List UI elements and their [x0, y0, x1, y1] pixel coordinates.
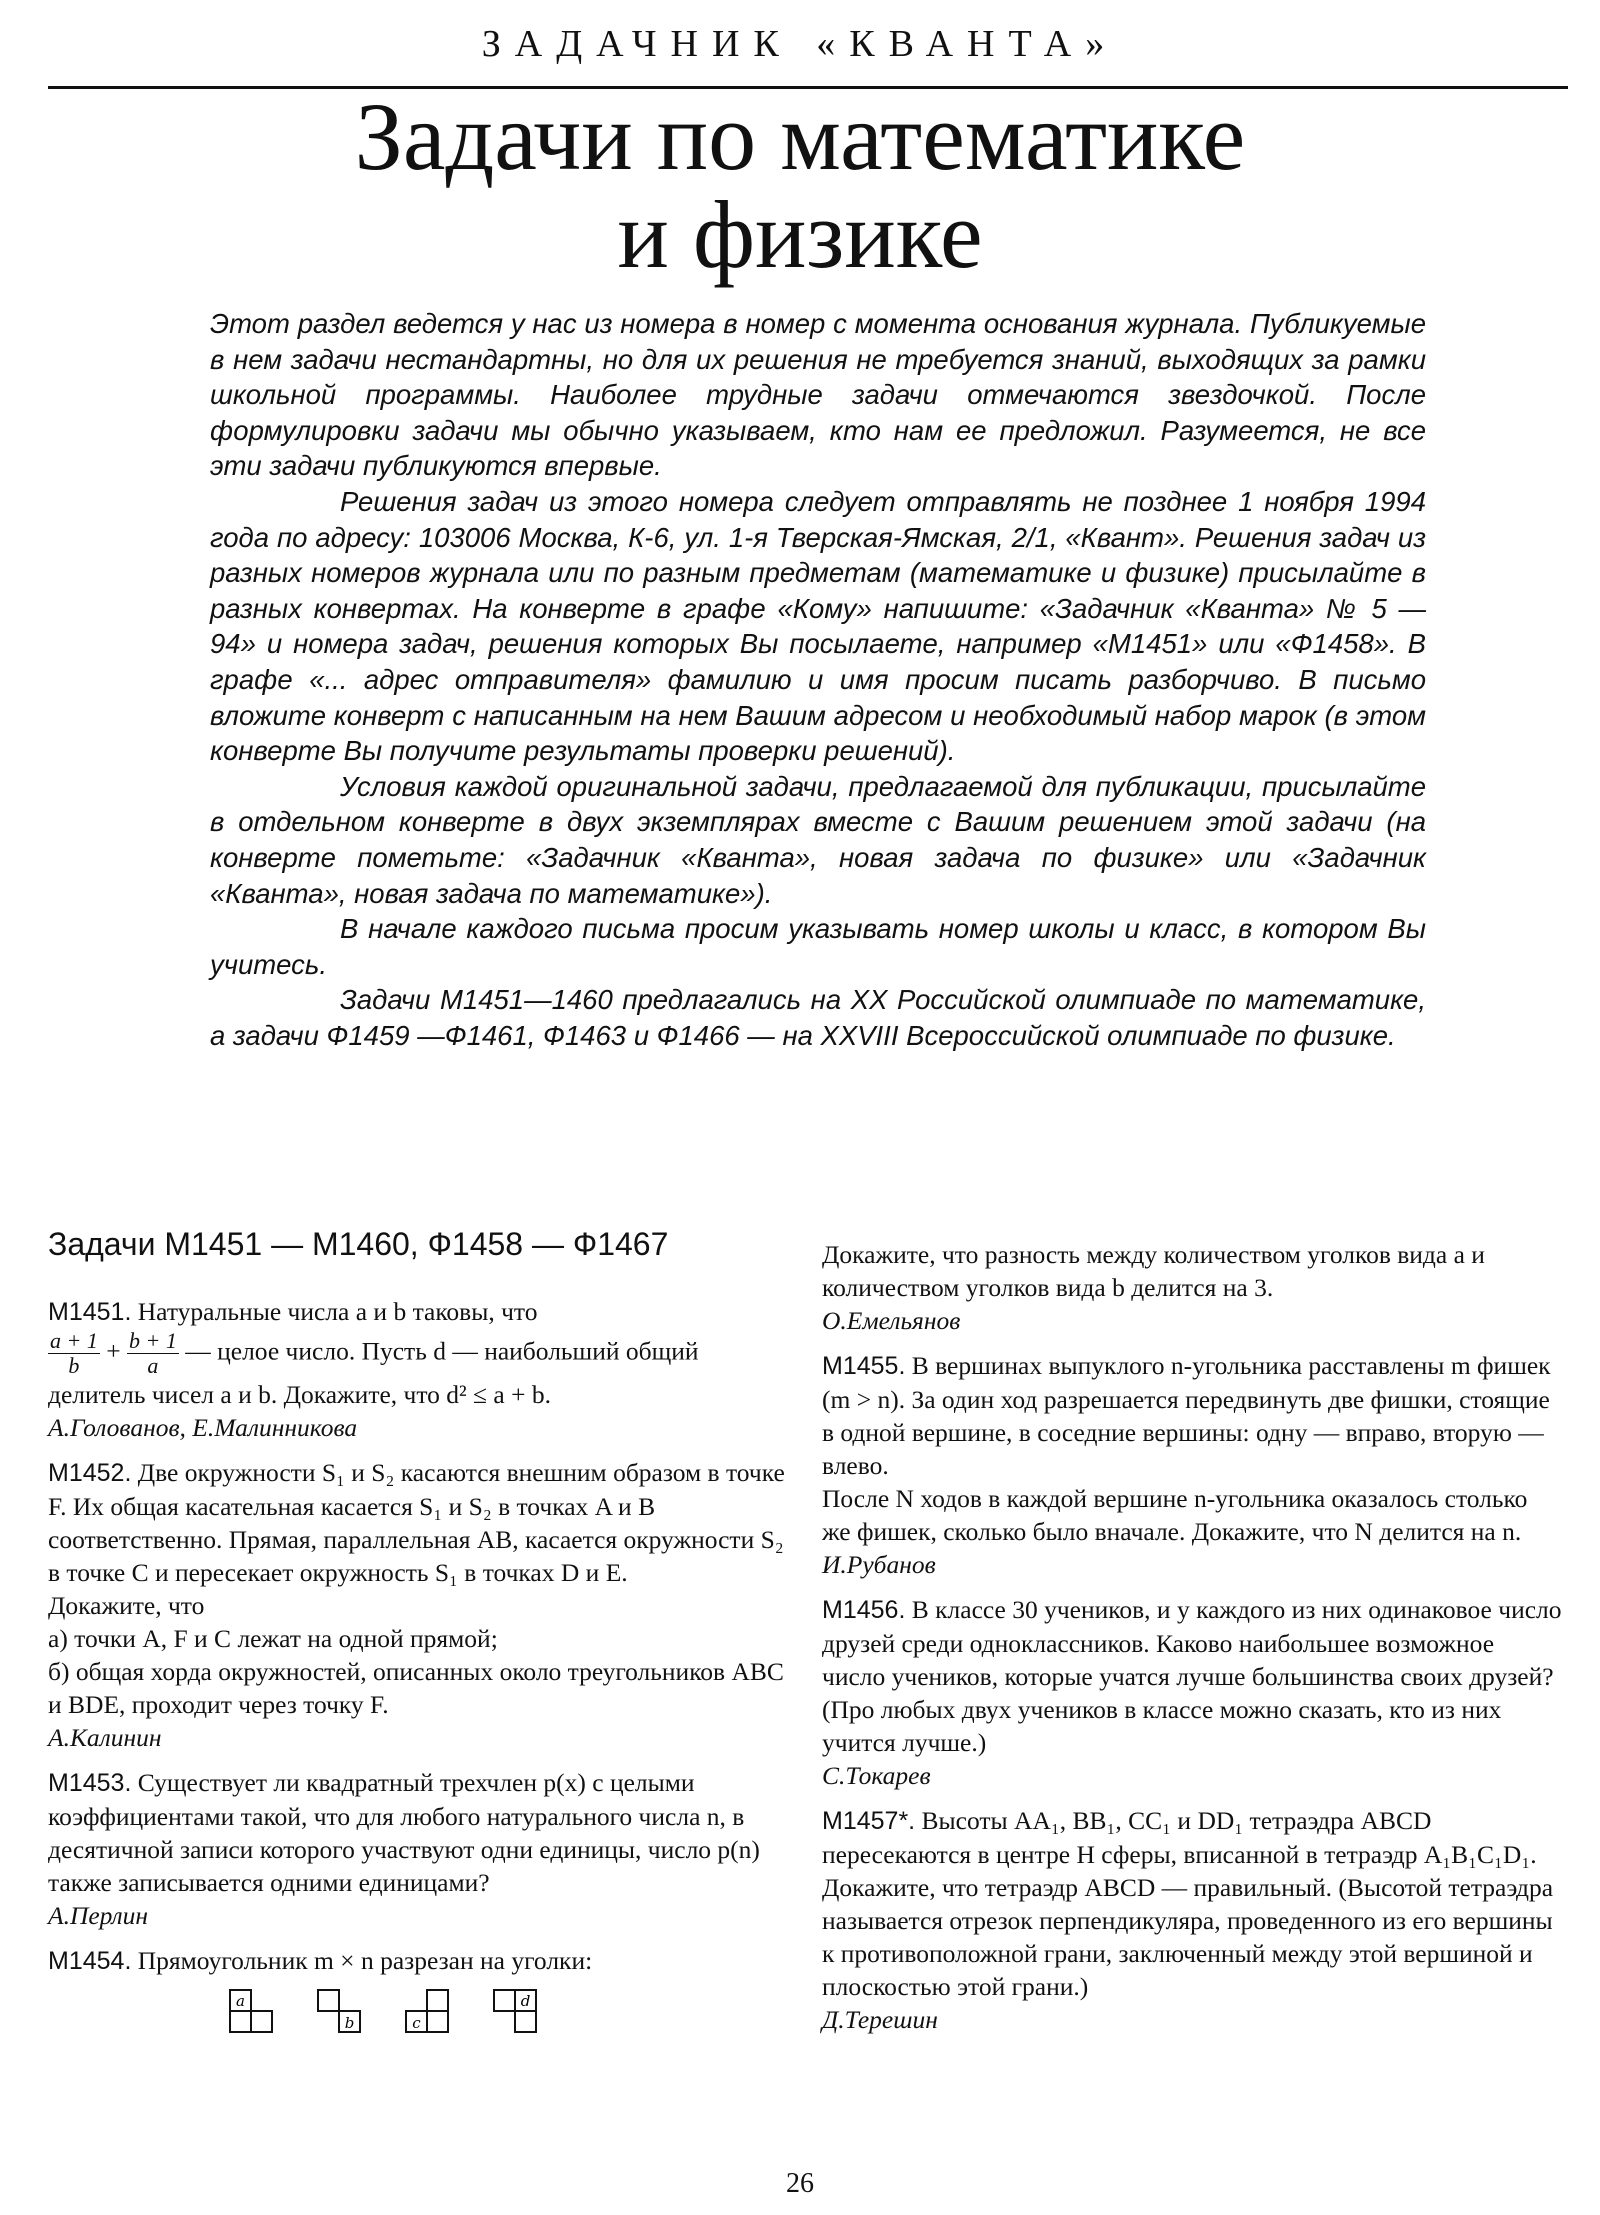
- problem-text: Высоты AA₁, BB₁, CC₁ и DD₁ тетраэдра ABCD пересекаются в центре H сферы, вписанной в тетраэдр A₁B₁C₁D₁. Докажите, что тетраэдр ABCD — правильный. (Высотой тетраэдра называется отрезок перпендикуляра, проведенного из его вершины к противоположной грани, заключенный между этой вершиной и плоскостью этой грани.): [822, 1806, 1554, 2001]
- problem-m1453: [48, 1766, 788, 1932]
- corner-tile-a-icon: [228, 1988, 274, 2034]
- problem-text: Натуральные числа a и b таковы, что: [137, 1297, 538, 1326]
- problem-part-b: б) общая хорда окружностей, описанных около треугольников ABC и BDE, проходит через точку F.: [48, 1657, 784, 1719]
- problem-id: М1457*.: [822, 1807, 916, 1835]
- intro-paragraph: В начале каждого письма просим указывать номер школы и класс, в котором Вы учитесь.: [210, 913, 1426, 980]
- problem-m1454-continued: [822, 1238, 1562, 1337]
- plus-sign: +: [106, 1336, 121, 1366]
- corner-tile-d-icon: [492, 1988, 538, 2034]
- corner-tiles: [228, 1988, 788, 2034]
- page-title-line-2: и физике: [617, 181, 983, 288]
- fraction-denominator: b: [68, 1353, 80, 1378]
- fraction: [48, 1329, 100, 1378]
- tile-label: b: [344, 2014, 355, 2032]
- fraction: [127, 1329, 179, 1378]
- problem-m1456: [822, 1593, 1562, 1792]
- problem-id: М1453.: [48, 1769, 132, 1797]
- section-label: ЗАДАЧНИК «КВАНТА»: [481, 23, 1119, 65]
- corner-tile-c-icon: [404, 1988, 450, 2034]
- problem-id: М1452.: [48, 1459, 132, 1487]
- problem-text: Существует ли квадратный трехчлен p(x) с целыми коэффициентами такой, что для любого натурального числа n, в десятичной записи которого участвуют одни единицы, число p(n) также записывается одними единицами?: [48, 1768, 760, 1897]
- problem-author: А.Калинин: [48, 1723, 162, 1752]
- problem-author: А.Голованов, Е.Малинникова: [48, 1413, 358, 1442]
- fraction-numerator: a + 1: [50, 1328, 98, 1353]
- problem-text: В классе 30 учеников, и у каждого из них одинаковое число друзей среди одноклассников. Каково наибольшее возможное число учеников, которые учатся лучше большинства своих друзей? (Про любых двух учеников в классе можно сказать, кто из них учится лучше.): [822, 1595, 1562, 1757]
- problem-author: И.Рубанов: [822, 1550, 936, 1579]
- tile-label: c: [412, 2014, 421, 2032]
- intro-paragraph: Решения задач из этого номера следует отправлять не позднее 1 ноября 1994 года по адресу: 103006 Москва, К-6, ул. 1-я Тверская-Ямская, 2/1, «Квант». Решения задач из разных номеров журнала или по разным предметам (математике и физике) присылайте в разных конвертах. На конверте в графе «Кому» напишите: «Задачник «Кванта» № 5 — 94» и номера задач, решения которых Вы посылаете, например «М1451» или «Ф1458». В графе «... адрес отправителя» фамилию и имя просим писать разборчиво. В письмо вложите конверт с написанным на нем Вашим адресом и необходимый набор марок (в этом конверте Вы получите результаты проверки решений).: [210, 485, 1426, 767]
- problem-m1454: [48, 1944, 788, 2034]
- intro-paragraph: Задачи М1451—1460 предлагались на XX Российской олимпиаде по математике, а задачи Ф1459 —Ф1461, Ф1463 и Ф1466 — на XXVIII Всероссийской олимпиаде по физике.: [210, 984, 1426, 1051]
- problem-id: М1454.: [48, 1947, 132, 1975]
- page-number: 26: [786, 2168, 814, 2199]
- problems-heading: Задачи М1451 — М1460, Ф1458 — Ф1467: [48, 1226, 669, 1262]
- problem-author: С.Токарев: [822, 1761, 931, 1790]
- problem-text: Докажите, что разность между количеством уголков вида a и количеством уголков вида b делится на 3.: [822, 1240, 1485, 1302]
- fraction-denominator: a: [147, 1353, 159, 1378]
- problem-m1452: [48, 1456, 788, 1754]
- problem-author: А.Перлин: [48, 1901, 148, 1930]
- problem-id: М1451.: [48, 1298, 132, 1326]
- left-column: [48, 1228, 788, 2046]
- problem-id: М1456.: [822, 1596, 906, 1624]
- intro-paragraph: Условия каждой оригинальной задачи, предлагаемой для публикации, присылайте в отдельном конверте в двух экземплярах вместе с Вашим решением этой задачи (на конверте пометьте: «Задачник «Кванта», новая задача по физике» или «Задачник «Кванта», новая задача по математике»).: [210, 770, 1426, 909]
- problem-m1457: [822, 1804, 1562, 2036]
- problem-m1455: [822, 1349, 1562, 1581]
- problem-author: Д.Терешин: [822, 2005, 938, 2034]
- problem-text: После N ходов в каждой вершине n-угольника оказалось столько же фишек, сколько было вначале. Докажите, что N делится на n.: [822, 1484, 1528, 1546]
- tile-label: d: [520, 1992, 531, 2010]
- page-title-line-1: Задачи по математике: [354, 83, 1246, 190]
- intro-paragraph: Этот раздел ведется у нас из номера в номер с момента основания журнала. Публикуемые в нем задачи нестандартны, но для их решения не требуется знаний, выходящих за рамки школьной программы. Наиболее трудные задачи отмечаются звездочкой. После формулировки задачи мы обычно указываем, кто нам ее предложил. Разумеется, не все эти задачи публикуются впервые.: [210, 308, 1426, 482]
- problem-text: Две окружности S₁ и S₂ касаются внешним образом в точке F. Их общая касательная касается S₁ и S₂ в точках A и B соответственно. Прямая, параллельная AB, касается окружности S₂ в точке C и пересекает окружность S₁ в точках D и E.: [48, 1458, 785, 1587]
- corner-tile-b-icon: [316, 1988, 362, 2034]
- fraction-numerator: b + 1: [129, 1328, 177, 1353]
- problem-text: В вершинах выпуклого n-угольника расставлены m фишек (m > n). За один ход разрешается передвинуть две фишки, стоящие в одной вершине, в соседние вершины: одну — вправо, вторую — влево.: [822, 1351, 1551, 1480]
- problem-text: Прямоугольник m × n разрезан на уголки:: [137, 1946, 593, 1975]
- tile-label: a: [236, 1992, 245, 2010]
- problem-text: Докажите, что: [48, 1591, 205, 1620]
- problem-author: О.Емельянов: [822, 1306, 961, 1335]
- right-column: [822, 1238, 1562, 2048]
- problem-part-a: а) точки A, F и C лежат на одной прямой;: [48, 1624, 498, 1653]
- problem-text: — целое число. Пусть d — наибольший общий делитель чисел a и b. Докажите, что d² ≤ a + b.: [48, 1336, 699, 1409]
- problem-m1451: [48, 1295, 788, 1444]
- intro-text: [210, 306, 1426, 1053]
- page-title: [0, 83, 1600, 288]
- problem-id: М1455.: [822, 1352, 906, 1380]
